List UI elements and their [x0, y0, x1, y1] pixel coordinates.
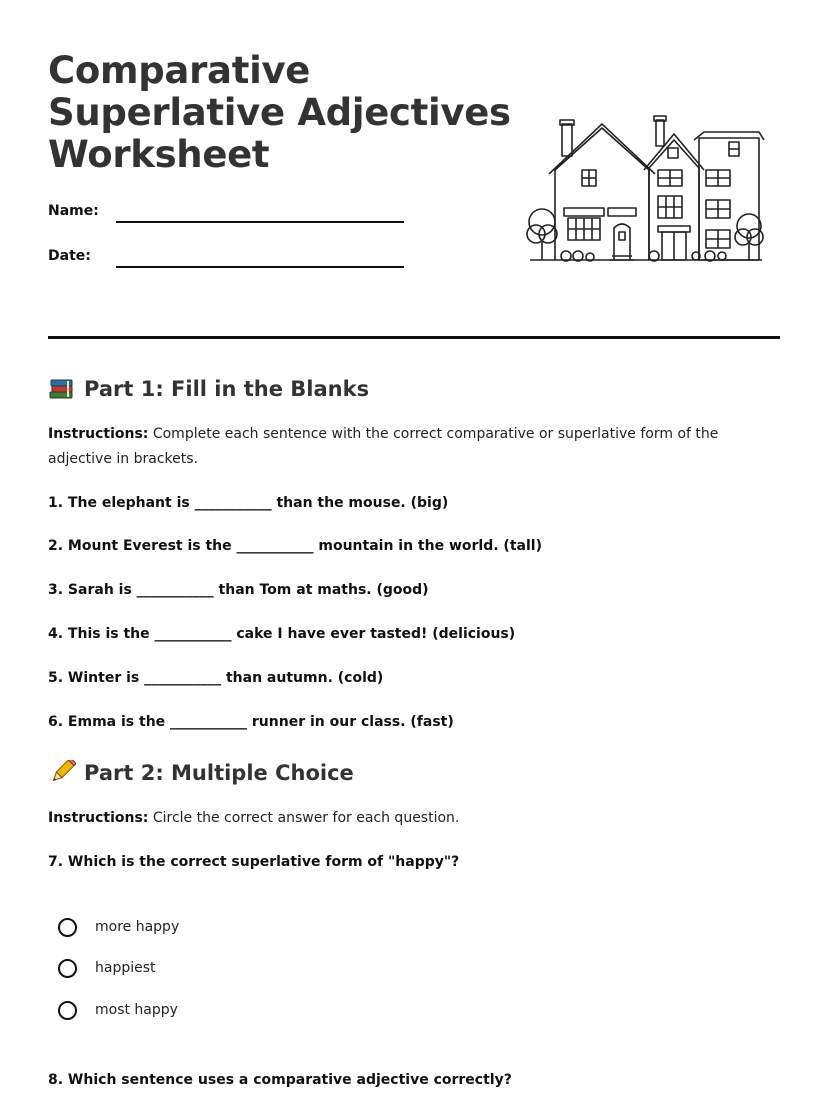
- name-line[interactable]: [116, 221, 404, 223]
- q7-option-2[interactable]: [58, 958, 358, 982]
- q7-option-1[interactable]: [58, 917, 358, 941]
- question-6: 6. Emma is the ___________ runner in our class. (fast): [48, 714, 454, 730]
- part2-heading: [48, 759, 354, 787]
- q7-option-2-radio[interactable]: [58, 959, 77, 978]
- date-label: Date:: [48, 248, 91, 264]
- title-line-2: Superlative Adjectives: [48, 91, 511, 134]
- question-7: 7. Which is the correct superlative form of "happy"?: [48, 854, 460, 870]
- date-line[interactable]: [116, 266, 404, 268]
- worksheet-page: [48, 0, 780, 1118]
- question-2: 2. Mount Everest is the ___________ mountain in the world. (tall): [48, 538, 542, 554]
- question-8: 8. Which sentence uses a comparative adjective correctly?: [48, 1072, 512, 1088]
- q7-option-3[interactable]: [58, 1000, 358, 1024]
- title-line-3: Worksheet: [48, 133, 270, 176]
- part2-instructions: [48, 806, 780, 831]
- date-field[interactable]: [48, 246, 408, 266]
- books-icon: [48, 376, 76, 400]
- q7-option-1-radio[interactable]: [58, 918, 77, 937]
- part2-instructions-text: Circle the correct answer for each question.: [148, 810, 460, 826]
- question-1: 1. The elephant is ___________ than the mouse. (big): [48, 495, 449, 511]
- question-4: 4. This is the ___________ cake I have ever tasted! (delicious): [48, 626, 516, 642]
- house-illustration: [526, 110, 766, 265]
- question-3: 3. Sarah is ___________ than Tom at maths. (good): [48, 582, 429, 598]
- title-line-1: Comparative: [48, 49, 311, 92]
- name-label: Name:: [48, 203, 99, 219]
- q7-option-3-label: most happy: [95, 1002, 178, 1018]
- part1-heading-text: Part 1: Fill in the Blanks: [84, 377, 370, 401]
- q7-option-3-radio[interactable]: [58, 1001, 77, 1020]
- part1-instructions: [48, 422, 780, 472]
- pencil-icon: [48, 760, 76, 784]
- q7-option-1-label: more happy: [95, 919, 180, 935]
- part1-instructions-label: Instructions:: [48, 426, 149, 442]
- part2-heading-text: Part 2: Multiple Choice: [84, 761, 354, 785]
- part1-instructions-text: Complete each sentence with the correct comparative or superlative form of the adjective in brackets.: [48, 426, 719, 467]
- part1-heading: [48, 375, 369, 403]
- q7-option-2-label: happiest: [95, 960, 156, 976]
- worksheet-title: [48, 50, 518, 176]
- section-divider: [48, 336, 780, 339]
- name-field[interactable]: [48, 201, 408, 221]
- question-5: 5. Winter is ___________ than autumn. (cold): [48, 670, 384, 686]
- part2-instructions-label: Instructions:: [48, 810, 149, 826]
